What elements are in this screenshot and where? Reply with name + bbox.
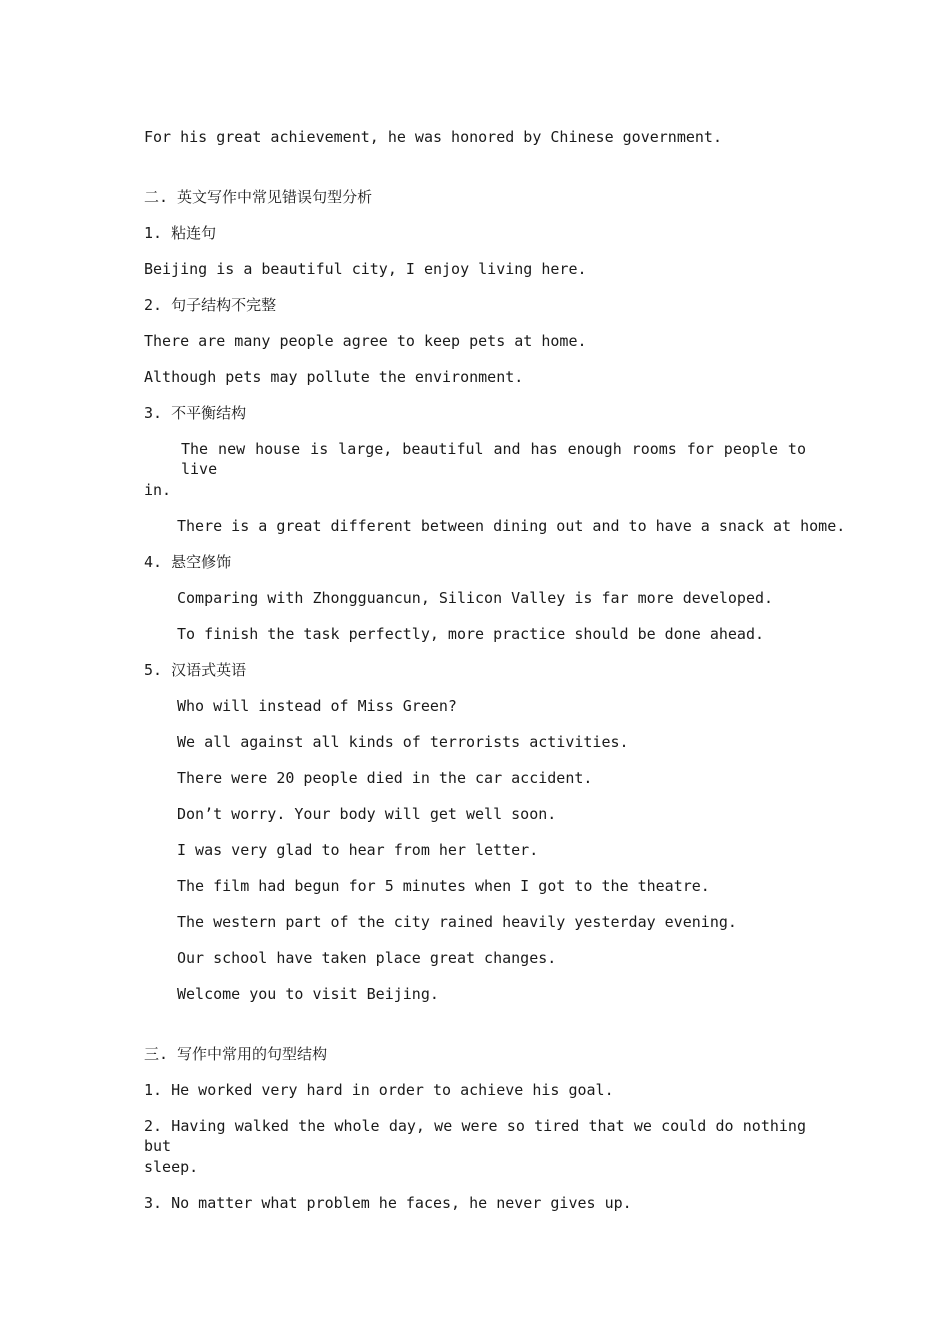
item-3-example: There is a great different between dining out and to have a snack at home. <box>177 517 846 535</box>
section-3-item: 2. Having walked the whole day, we were so tired that we could do nothing but <box>144 1117 806 1155</box>
intro-sentence: For his great achievement, he was honored by Chinese government. <box>144 128 722 146</box>
item-5-title: 5. 汉语式英语 <box>144 661 247 679</box>
item-5-example: The film had begun for 5 minutes when I got to the theatre. <box>177 877 710 895</box>
item-5-example: Don’t worry. Your body will get well soon. <box>177 805 557 823</box>
item-2-title: 2. 句子结构不完整 <box>144 296 277 314</box>
item-1-example: Beijing is a beautiful city, I enjoy living here. <box>144 260 587 278</box>
item-5-example: Who will instead of Miss Green? <box>177 697 457 715</box>
item-4-example: To finish the task perfectly, more practice should be done ahead. <box>177 625 764 643</box>
item-5-example: Welcome you to visit Beijing. <box>177 985 439 1003</box>
item-5-example: Our school have taken place great changes. <box>177 949 557 967</box>
item-5-example: The western part of the city rained heavily yesterday evening. <box>177 913 737 931</box>
section-3-item: 3. No matter what problem he faces, he never gives up. <box>144 1194 632 1212</box>
item-5-example: I was very glad to hear from her letter. <box>177 841 539 859</box>
section-3-item: 1. He worked very hard in order to achieve his goal. <box>144 1081 614 1099</box>
section-3-heading: 三. 写作中常用的句型结构 <box>144 1045 328 1063</box>
item-2-example: There are many people agree to keep pets at home. <box>144 332 587 350</box>
item-1-title: 1. 粘连句 <box>144 224 217 242</box>
item-5-example: We all against all kinds of terrorists activities. <box>177 733 629 751</box>
section-3-item-continuation: sleep. <box>144 1158 199 1176</box>
item-4-title: 4. 悬空修饰 <box>144 553 232 571</box>
item-2-example: Although pets may pollute the environment. <box>144 368 524 386</box>
item-3-example-continuation: in. <box>144 481 172 499</box>
item-5-example: There were 20 people died in the car accident. <box>177 769 593 787</box>
section-2-heading: 二. 英文写作中常见错误句型分析 <box>144 188 373 206</box>
item-4-example: Comparing with Zhongguancun, Silicon Valley is far more developed. <box>177 589 774 607</box>
item-3-example: The new house is large, beautiful and has enough rooms for people to live <box>181 440 806 478</box>
item-3-title: 3. 不平衡结构 <box>144 404 247 422</box>
